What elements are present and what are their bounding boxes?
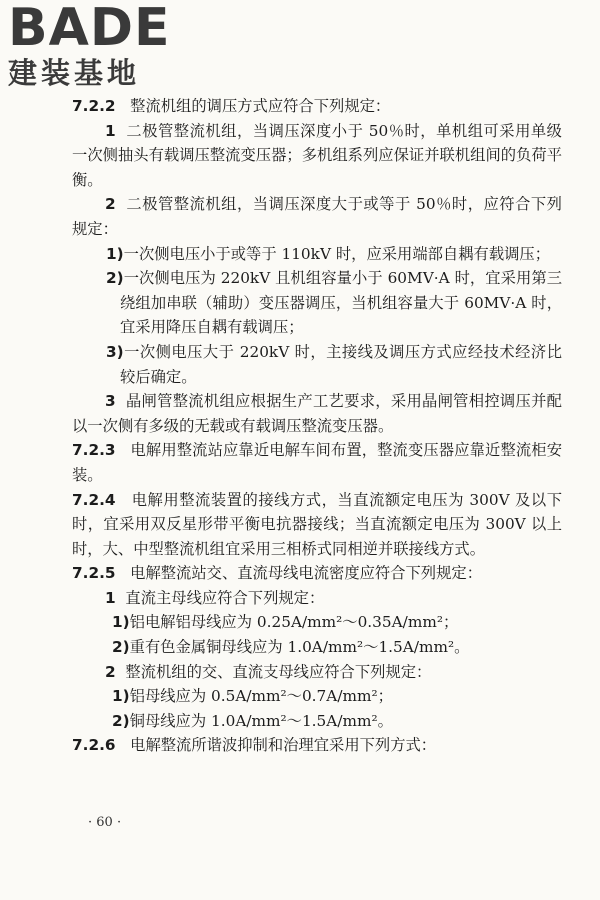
sub-item-1 (72, 684, 562, 709)
page-number: · 60 · (88, 815, 122, 830)
clause-7-2-5 (72, 561, 562, 586)
sub-item-text: 铜母线应为 1.0A/mm²～1.5A/mm²。 (129, 711, 393, 730)
clause-text: 电解整流站交、直流母线电流密度应符合下列规定： (130, 564, 482, 583)
item-text: 整流机组的交、直流支母线应符合下列规定： (125, 662, 432, 681)
sub-item-text: 一次侧电压小于或等于 110kV 时，应采用端部自耦有载调压； (123, 244, 551, 263)
item-1 (72, 119, 562, 193)
sub-item-text: 重有色金属铜母线应为 1.0A/mm²～1.5A/mm²。 (129, 638, 470, 657)
clause-number: 7.2.2 (72, 97, 116, 115)
item-number: 2 (105, 662, 116, 681)
sub-item-text: 铝电解铝母线应为 0.25A/mm²～0.35A/mm²； (129, 613, 459, 632)
logo-subtitle: 建装基地 (8, 56, 141, 90)
clause-text: 电解用整流站应靠近电解车间布置，整流变压器应靠近整流柜安装。 (72, 441, 562, 484)
item-text: 二极管整流机组，当调压深度大于或等于 50％时，应符合下列规定： (72, 195, 562, 238)
sub-item-number: 2) (106, 269, 124, 288)
clause-number: 7.2.3 (72, 441, 116, 460)
item-text: 直流主母线应符合下列规定： (125, 588, 325, 607)
clause-7-2-6 (72, 733, 562, 758)
sub-item-text: 一次侧电压大于 220kV 时，主接线及调压方式应经技术经济比较后确定。 (120, 342, 562, 386)
clause-number: 7.2.4 (72, 490, 116, 509)
item-2 (72, 192, 562, 241)
sub-item-number: 1) (112, 687, 130, 706)
clause-7-2-2 (72, 94, 562, 119)
sub-item-number: 2) (112, 711, 130, 730)
sub-item-2 (72, 709, 562, 734)
item-2 (72, 660, 562, 685)
item-text: 二极管整流机组，当调压深度小于 50％时，单机组可采用单级一次侧抽头有载调压整流变压器；多机组系列应保证并联机组间的负荷平衡。 (72, 121, 562, 189)
item-1 (72, 586, 562, 611)
item-number: 2 (105, 195, 116, 214)
clause-7-2-3 (72, 438, 562, 487)
clause-number: 7.2.5 (72, 564, 116, 583)
sub-item-2 (72, 266, 562, 340)
item-text: 晶闸管整流机组应根据生产工艺要求，采用晶闸管相控调压并配以一次侧有多级的无载或有载调压整流变压器。 (72, 392, 562, 435)
sub-item-text: 一次侧电压为 220kV 且机组容量小于 60MV·A 时，宜采用第三绕组加串联（辅助）变压器调压，当机组容量大于 60MV·A 时，宜采用降压自耦有载调压； (120, 269, 562, 337)
sub-item-number: 2) (112, 638, 130, 657)
sub-item-1 (72, 242, 562, 267)
item-number: 3 (105, 392, 116, 411)
logo-word: BADE (8, 0, 171, 58)
sub-item-3 (72, 340, 562, 389)
item-number: 1 (105, 588, 116, 607)
clause-7-2-4 (72, 488, 562, 562)
item-number: 1 (105, 121, 116, 140)
sub-item-text: 铝母线应为 0.5A/mm²～0.7A/mm²； (129, 687, 393, 706)
sub-item-number: 1) (106, 244, 124, 263)
document-body (72, 94, 562, 758)
clause-text: 整流机组的调压方式应符合下列规定： (130, 97, 391, 115)
sub-item-2 (72, 635, 562, 660)
sub-item-1 (72, 610, 562, 635)
sub-item-number: 3) (106, 342, 124, 361)
clause-text: 电解整流所谐波抑制和治理宜采用下列方式： (130, 736, 437, 755)
item-3 (72, 389, 562, 438)
clause-number: 7.2.6 (72, 736, 116, 755)
sub-item-number: 1) (112, 613, 130, 632)
clause-text: 电解用整流装置的接线方式，当直流额定电压为 300V 及以下时，宜采用双反星形带平衡电抗器接线；当直流额定电压为 300V 以上时，大、中型整流机组宜采用三相桥式同相逆并联接线方式。 (72, 490, 562, 558)
logo (8, 2, 183, 90)
